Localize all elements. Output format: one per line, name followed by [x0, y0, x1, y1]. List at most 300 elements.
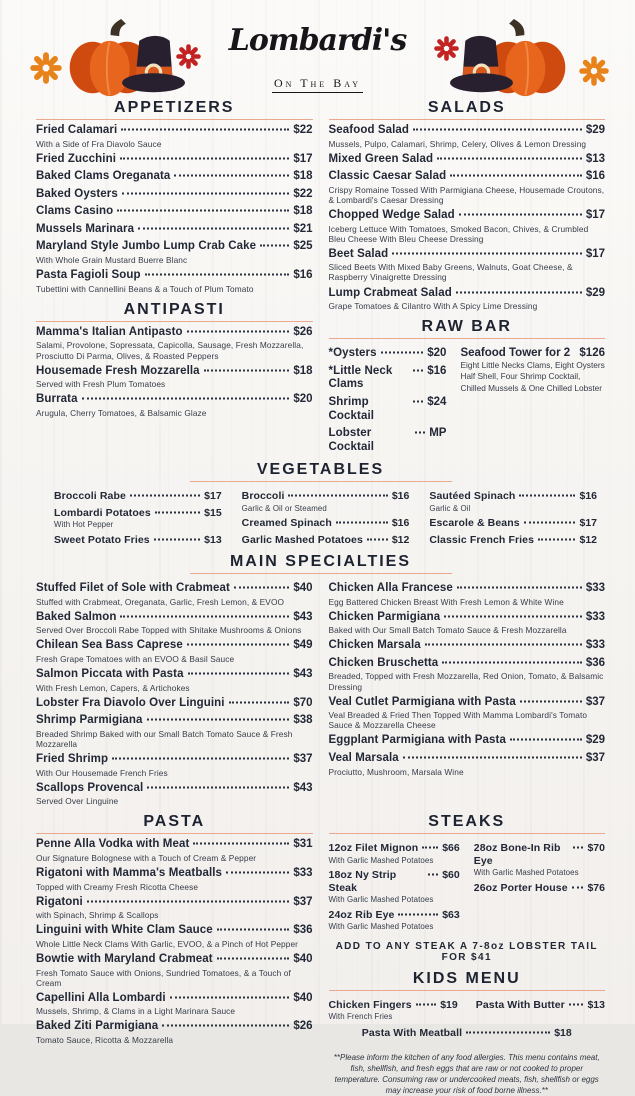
salads-list	[329, 124, 606, 311]
item-name: Chicken Alla Francese	[328, 581, 453, 594]
menu-item-row	[242, 490, 410, 502]
menu-item	[329, 347, 447, 361]
item-description: Fresh Tomato Sauce with Onions, Sundried Tomatoes, & a Touch of Cream	[36, 967, 291, 988]
menu-item-row	[329, 696, 606, 710]
item-price: $24	[427, 395, 447, 408]
item-name: Fried Calamari	[36, 124, 118, 136]
item-price: $40	[293, 953, 313, 966]
item-name: Garlic Mashed Potatoes	[241, 533, 363, 546]
menu-item	[329, 396, 447, 423]
section-title: ANTIPASTI	[36, 301, 313, 322]
menu-item-row	[329, 153, 606, 167]
item-price: $40	[293, 991, 313, 1004]
item-name: Mussels Marinara	[36, 222, 135, 235]
menu-item-row	[242, 534, 410, 546]
item-price: $37	[585, 695, 605, 708]
menu-item-row	[36, 668, 313, 682]
item-price: $33	[293, 867, 313, 879]
dot-leader	[117, 210, 289, 212]
item-description: Mussels, Shrimp, & Clams in a Light Marinara Sauce	[36, 1006, 236, 1017]
main-specialties-right	[329, 578, 606, 806]
menu-item	[242, 490, 410, 513]
item-price: $16	[391, 490, 410, 503]
item-description: With a Side of Fra Diavolo Sauce	[36, 138, 162, 149]
menu-item-row	[329, 657, 606, 671]
item-name: Rigatoni with Mamma's Meatballs	[36, 867, 223, 879]
menu-item	[36, 582, 313, 607]
item-price: $16	[293, 269, 313, 282]
item-name: Burrata	[36, 393, 78, 406]
dot-leader	[234, 586, 289, 588]
item-name: Chicken Bruschetta	[328, 656, 439, 669]
menu-item-row	[36, 170, 313, 184]
item-price: $29	[585, 734, 605, 747]
item-price: $16	[585, 170, 605, 183]
item-name: Seafood Tower for 2	[460, 347, 571, 360]
menu-item	[36, 223, 313, 237]
menu-item-row	[242, 517, 410, 529]
item-name: Beet Salad	[328, 247, 389, 260]
item-description: Served with Fresh Plum Tomatoes	[36, 379, 166, 390]
dot-leader	[147, 786, 289, 788]
item-description: Fresh Grape Tomatoes with an EVOO & Basil Sauce	[36, 653, 235, 664]
menu-item	[329, 999, 458, 1022]
dot-leader	[444, 615, 582, 617]
item-price: $12	[391, 533, 410, 546]
item-name: Baked Salmon	[36, 610, 117, 623]
item-price: MP	[429, 427, 447, 440]
vegetables-col-3	[429, 486, 597, 546]
item-name: Bowtie with Maryland Crabmeat	[36, 953, 213, 966]
menu-item	[329, 639, 606, 653]
seafood-tower	[460, 343, 605, 454]
menu-item-row	[329, 752, 606, 766]
menu-item	[54, 490, 222, 502]
item-price: $36	[293, 924, 313, 937]
item-name: Broccoli Rabe	[54, 490, 126, 503]
item-description: Salami, Provolone, Sopressata, Capicolla, Sausage, Fresh Mozzarella, Prosciutto Di Parma, Olives, & Roasted Peppers	[36, 340, 304, 361]
dot-leader	[120, 157, 289, 159]
item-price: $36	[585, 656, 605, 669]
dot-leader	[155, 511, 200, 513]
item-description: with Spinach, Shrimp & Scallops	[36, 910, 159, 921]
item-name: Shrimp Cocktail	[328, 395, 375, 422]
item-price: $17	[585, 209, 605, 222]
menu-item	[54, 534, 222, 546]
item-price: $18	[293, 205, 313, 218]
item-name: Classic Caesar Salad	[328, 170, 447, 183]
pumpkin-hat-icon	[453, 18, 569, 98]
item-name: Mixed Green Salad	[328, 152, 434, 165]
dot-leader	[524, 522, 576, 524]
dot-leader	[226, 872, 289, 874]
menu-item-row	[362, 1027, 572, 1039]
item-price: $70	[293, 696, 313, 709]
item-price: $16	[427, 364, 447, 377]
menu-item	[36, 240, 313, 265]
dot-leader	[288, 495, 387, 497]
dot-leader	[403, 756, 582, 758]
item-description: Arugula, Cherry Tomatoes, & Balsamic Glaze	[36, 407, 207, 418]
item-description: With Whole Grain Mustard Buerre Blanc	[36, 255, 188, 266]
menu-item-row	[474, 842, 605, 867]
menu-item-row	[36, 838, 313, 852]
item-price: $26	[293, 1020, 313, 1033]
item-name: Chopped Wedge Salad	[328, 209, 455, 222]
menu-item-row	[429, 534, 597, 546]
menu-item	[36, 365, 313, 390]
item-price: $33	[585, 639, 605, 652]
dot-leader	[573, 847, 583, 849]
menu-item-row	[476, 999, 605, 1011]
menu-item	[242, 517, 410, 529]
menu-item	[329, 611, 606, 636]
item-price: $29	[585, 124, 605, 136]
menu-item	[36, 782, 313, 807]
item-price: $63	[442, 908, 460, 921]
item-price: $37	[585, 751, 605, 764]
menu-item-row	[329, 124, 606, 138]
logo-name: Lombardi's	[228, 23, 407, 58]
menu-item-row	[329, 248, 606, 262]
menu-item-row	[36, 992, 313, 1006]
item-price: $17	[585, 247, 605, 260]
section-title: STEAKS	[329, 813, 606, 834]
section-pasta	[36, 813, 313, 1045]
item-price: $18	[554, 1026, 572, 1039]
item-name: 12oz Filet Mignon	[328, 842, 419, 855]
flower-icon	[579, 56, 609, 86]
item-name: Lobster Fra Diavolo Over Linguini	[36, 696, 225, 709]
menu-item-row	[429, 490, 597, 502]
menu-item-row	[36, 697, 313, 711]
item-price: $17	[293, 152, 313, 165]
item-price: $37	[293, 752, 313, 765]
steaks-col-2	[474, 838, 605, 931]
dot-leader	[392, 252, 582, 254]
item-price: $19	[440, 998, 458, 1011]
menu-item-row	[329, 287, 606, 301]
item-price: $18	[293, 170, 313, 183]
item-price: $25	[293, 240, 313, 253]
dot-leader	[187, 644, 289, 646]
item-description: Tubettini with Cannellini Beans & a Touch of Plum Tomato	[36, 283, 254, 294]
item-description: Baked with Our Small Batch Tomato Sauce & Fresh Mozzarella	[328, 625, 567, 636]
item-price: $29	[585, 286, 605, 299]
menu-item-row	[36, 753, 313, 767]
item-name: Housemade Fresh Mozzarella	[36, 364, 200, 377]
dot-leader	[193, 843, 289, 845]
item-price: $126	[579, 347, 605, 360]
item-name: Chilean Sea Bass Caprese	[36, 639, 183, 652]
dot-leader	[188, 672, 290, 674]
item-price: $43	[293, 610, 313, 623]
item-name: Maryland Style Jumbo Lump Crab Cake	[36, 240, 257, 253]
item-name: Salmon Piccata with Pasta	[36, 667, 184, 680]
dot-leader	[217, 929, 290, 931]
menu-item-row	[329, 347, 447, 361]
menu-item	[329, 170, 606, 205]
section-vegetables	[36, 461, 605, 546]
item-description: Tomato Sauce, Ricotta & Mozzarella	[36, 1035, 174, 1046]
item-description: Garlic & Oil or Steamed	[241, 503, 327, 513]
menu-item	[36, 867, 313, 892]
item-name: Creamed Spinach	[241, 517, 332, 530]
menu-item-row	[36, 153, 313, 167]
item-name: Chicken Fingers	[328, 998, 412, 1011]
item-name: Rigatoni	[36, 895, 83, 908]
dot-leader	[204, 369, 290, 371]
item-price: $17	[579, 517, 598, 530]
menu-item	[36, 753, 313, 778]
item-description: Our Signature Bolognese with a Touch of Cream & Pepper	[36, 852, 257, 863]
item-name: 18oz Ny Strip Steak	[328, 869, 397, 894]
dot-leader	[187, 330, 290, 332]
menu-item	[362, 1027, 572, 1039]
menu-item	[329, 657, 606, 692]
menu-item	[329, 427, 447, 454]
menu-item	[329, 124, 606, 149]
item-name: *Oysters	[328, 347, 377, 360]
section-title: SALADS	[329, 99, 606, 120]
item-price: $13	[204, 533, 222, 546]
menu-item	[36, 953, 313, 988]
dot-leader	[442, 661, 582, 663]
menu-header	[0, 0, 635, 92]
item-price: $18	[293, 364, 313, 377]
item-name: Lump Crabmeat Salad	[328, 286, 452, 299]
item-price: $70	[587, 842, 605, 855]
menu-item-row	[54, 534, 222, 546]
section-main-specialties	[36, 553, 605, 806]
dot-leader	[147, 719, 290, 721]
section-kids-menu	[329, 970, 606, 1096]
item-description: With Our Housemade French Fries	[36, 767, 168, 778]
menu-item-row	[36, 205, 313, 219]
item-price: $43	[293, 667, 313, 680]
menu-item	[36, 697, 313, 711]
menu-item-row	[36, 223, 313, 237]
item-name: Escarole & Beans	[429, 517, 520, 530]
item-price: $26	[293, 325, 313, 338]
item-name: 24oz Rib Eye	[328, 908, 395, 921]
item-name: Sautéed Spinach	[429, 490, 516, 503]
dot-leader	[538, 538, 575, 540]
item-description: Crispy Romaine Tossed With Parmigiana Cheese, Housemade Croutons, & Lombardi's Caesar Dressing	[328, 184, 605, 205]
item-price: $40	[293, 581, 313, 594]
menu-item-row	[36, 867, 313, 881]
kids-list	[329, 995, 606, 1022]
menu-item-row	[36, 611, 313, 625]
menu-item-row	[36, 1020, 313, 1034]
dot-leader	[381, 352, 424, 354]
item-description: Iceberg Lettuce With Tomatoes, Smoked Bacon, Chives, & Crumbled Bleu Cheese With Bleu Cheese Dressing	[328, 223, 589, 244]
menu-item	[36, 924, 313, 949]
menu-item-row	[36, 365, 313, 379]
main-specialties-left	[36, 578, 313, 806]
dot-leader	[510, 739, 582, 741]
menu-item	[329, 287, 606, 312]
menu-item-row	[36, 639, 313, 653]
dot-leader	[174, 175, 289, 177]
menu-item-row	[36, 714, 313, 728]
dot-leader	[120, 615, 289, 617]
item-price: $49	[293, 639, 313, 652]
item-price: $22	[293, 187, 313, 200]
menu-item	[429, 517, 597, 529]
menu-item	[329, 209, 606, 244]
menu-item	[36, 124, 313, 149]
vegetables-col-2	[242, 486, 410, 546]
dot-leader	[415, 432, 425, 434]
item-price: $76	[587, 881, 605, 894]
dot-leader	[437, 157, 582, 159]
dot-leader	[569, 1003, 584, 1005]
item-price: $22	[293, 124, 313, 136]
menu-item	[242, 534, 410, 546]
item-name: Chicken Parmigiana	[328, 610, 441, 623]
item-price: $60	[442, 869, 460, 882]
item-description: Mussels, Pulpo, Calamari, Shrimp, Celery, Olives & Lemon Dressing	[328, 138, 587, 149]
dot-leader	[260, 245, 289, 247]
menu-item	[36, 714, 313, 749]
menu-item-row	[474, 882, 605, 894]
menu-item-row	[329, 611, 606, 625]
menu-item	[36, 188, 313, 202]
item-name: 28oz Bone-In Rib Eye	[473, 842, 561, 867]
dot-leader	[450, 175, 582, 177]
dot-leader	[217, 958, 290, 960]
item-price: $12	[579, 533, 598, 546]
item-name: Sweet Potato Fries	[54, 533, 150, 546]
item-name: Chicken Marsala	[328, 639, 421, 652]
menu-item	[36, 611, 313, 636]
menu-item	[36, 896, 313, 921]
menu-item-row	[36, 269, 313, 283]
menu-item	[329, 869, 460, 904]
item-name: Baked Clams Oreganata	[36, 170, 171, 183]
menu-item-row	[329, 869, 460, 894]
menu-item	[329, 365, 447, 392]
item-description: With French Fries	[328, 1012, 393, 1022]
item-name: Pasta Fagioli Soup	[36, 269, 141, 282]
menu-item	[329, 248, 606, 283]
section-raw-bar	[329, 318, 606, 454]
item-price: $21	[293, 222, 313, 235]
menu-item	[36, 668, 313, 693]
dot-leader	[112, 757, 289, 759]
item-name: 26oz Porter House	[473, 881, 568, 894]
item-name: *Little Neck Clams	[328, 364, 393, 391]
item-description: Garlic & Oil	[429, 503, 471, 513]
dot-leader	[413, 129, 582, 131]
menu-item-row	[329, 209, 606, 223]
menu-item-row	[460, 347, 605, 359]
item-price: $15	[204, 506, 222, 519]
dot-leader	[154, 538, 200, 540]
menu-item-row	[329, 999, 458, 1011]
item-name: Scallops Provencal	[36, 781, 144, 794]
item-name: Clams Casino	[36, 205, 114, 218]
item-name: Veal Cutlet Parmigiana with Pasta	[328, 695, 516, 708]
vegetables-col-1	[54, 486, 222, 546]
section-salads	[329, 99, 606, 311]
raw-bar-list	[329, 343, 447, 454]
item-description: Prociutto, Mushroom, Marsala Wine	[328, 766, 464, 777]
item-name: Broccoli	[241, 490, 285, 503]
dot-leader	[367, 538, 388, 540]
item-name: Penne Alla Vodka with Meat	[36, 838, 190, 851]
dot-leader	[520, 700, 582, 702]
menu-item-row	[36, 953, 313, 967]
item-name: Baked Oysters	[36, 187, 118, 200]
section-title: RAW BAR	[329, 318, 606, 339]
dot-leader	[413, 369, 423, 371]
dot-leader	[162, 1025, 289, 1027]
menu-item	[474, 882, 605, 894]
item-description: Stuffed with Crabmeat, Oreganata, Garlic, Fresh Lemon, & EVOO	[36, 596, 285, 607]
item-description: With Fresh Lemon, Capers, & Artichokes	[36, 682, 190, 693]
item-description: Grape Tomatoes & Cilantro With A Spicy Lime Dressing	[328, 301, 538, 312]
menu-item-row	[329, 396, 447, 423]
menu-item	[36, 170, 313, 184]
dot-leader	[572, 886, 584, 888]
item-price: $17	[204, 490, 222, 503]
dot-leader	[428, 874, 438, 876]
item-price: $38	[293, 714, 313, 727]
item-name: Eggplant Parmigiana with Pasta	[328, 734, 506, 747]
dot-leader	[519, 495, 575, 497]
menu-item-row	[54, 490, 222, 502]
menu-item-row	[54, 507, 222, 519]
item-name: Linguini with White Clam Sauce	[36, 924, 213, 937]
item-price: $13	[585, 152, 605, 165]
menu-item-row	[329, 582, 606, 596]
menu-item	[36, 992, 313, 1017]
menu-item	[329, 696, 606, 731]
item-name: Classic French Fries	[429, 533, 535, 546]
item-description: Whole Little Neck Clams With Garlic, EVOO, & a Pinch of Hot Pepper	[36, 938, 299, 949]
menu-item-row	[329, 639, 606, 653]
section-title: APPETIZERS	[36, 99, 313, 120]
menu-item-row	[329, 909, 460, 921]
dot-leader	[459, 214, 582, 216]
item-price: $43	[293, 781, 313, 794]
steak-addon-note: ADD TO ANY STEAK A 7-8oz LOBSTER TAIL FOR $41	[335, 940, 598, 963]
menu-item-row	[36, 896, 313, 910]
menu-item	[329, 752, 606, 777]
item-description: Egg Battered Chicken Breast With Fresh Lemon & White Wine	[328, 596, 564, 607]
menu-item-row	[329, 427, 447, 454]
menu-item	[36, 326, 313, 361]
item-description: Eight Little Necks Clams, Eight Oysters Half Shell, Four Shrimp Cocktail, Chilled Mussels & One Chilled Lobster	[460, 360, 605, 393]
dot-leader	[82, 398, 290, 400]
allergy-disclaimer: **Please inform the kitchen of any food allergies. This menu contains meat, fish, shellfish, and fresh eggs that are raw or not cooked to proper temperature. Consuming raw or undercooked meats, fish, shellfish or eggs may increase your risk of food borne illness.**	[333, 1053, 600, 1095]
item-description: Breaded, Topped with Fresh Mozzarella, Red Onion, Tomato, & Balsamic Dressing	[328, 671, 604, 692]
section-title: MAIN SPECIALTIES	[190, 553, 452, 574]
item-name: Capellini Alla Lombardi	[36, 991, 166, 1004]
menu-item-row	[36, 124, 313, 138]
menu-item	[36, 269, 313, 294]
dot-leader	[122, 192, 289, 194]
item-price: $16	[391, 517, 410, 530]
section-steaks	[329, 813, 606, 962]
dot-leader	[456, 291, 582, 293]
menu-item	[329, 153, 606, 167]
menu-item-row	[36, 924, 313, 938]
menu-item	[329, 734, 606, 748]
dot-leader	[121, 129, 289, 131]
